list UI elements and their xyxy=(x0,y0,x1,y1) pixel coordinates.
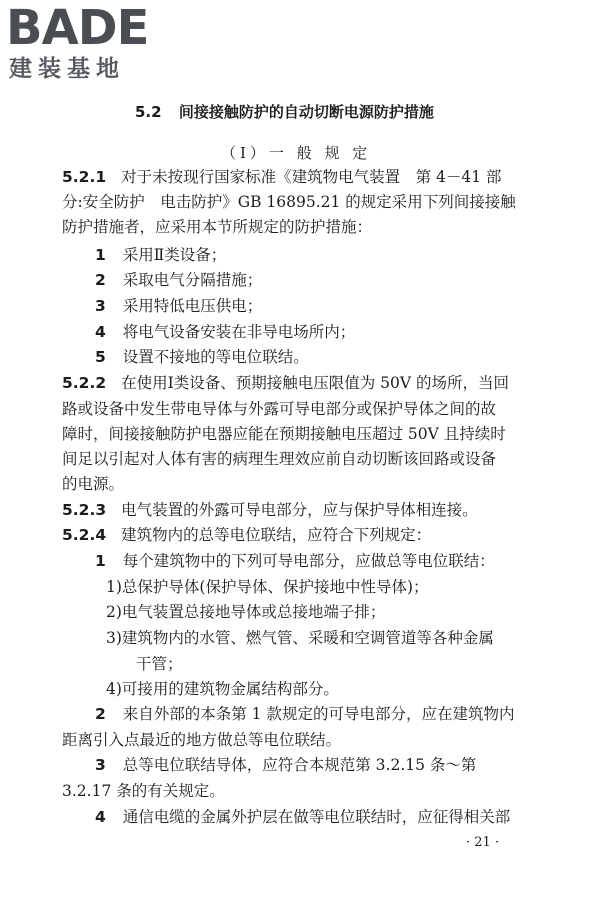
bade-logo xyxy=(6,0,176,82)
item-text: 来自外部的本条第 1 款规定的可导电部分，应在建筑物内 xyxy=(122,705,515,723)
clause-number: 5.2.3 xyxy=(62,501,107,519)
list-item-continuation: 距离引入点最近的地方做总等电位联结。 xyxy=(62,731,342,749)
clause-5-2-1-line-1 xyxy=(62,166,502,188)
item-text: 采取电气分隔措施； xyxy=(122,271,263,289)
list-item xyxy=(95,703,514,725)
logo-tagline: 建装基地 xyxy=(9,56,125,82)
clause-number: 5.2.2 xyxy=(62,374,107,392)
item-text: 总等电位联结导体，应符合本规范第 3.2.15 条～第 xyxy=(122,756,477,774)
item-number: 2 xyxy=(95,705,106,723)
section-title: 间接接触防护的自动切断电源防护措施 xyxy=(178,103,434,121)
clause-number: 5.2.4 xyxy=(62,526,107,544)
section-number: 5.2 xyxy=(135,103,162,121)
section-heading xyxy=(135,101,434,123)
item-number: 3 xyxy=(95,297,106,315)
list-item xyxy=(95,806,510,828)
sub-item: 4)可接用的建筑物金属结构部分。 xyxy=(106,680,339,698)
clause-5-2-2-line-5: 的电源。 xyxy=(62,475,125,493)
clause-text: 电气装置的外露可导电部分，应与保护导体相连接。 xyxy=(121,501,478,519)
item-text: 将电气设备安装在非导电场所内； xyxy=(122,323,356,341)
clause-5-2-2-line-1 xyxy=(62,372,509,394)
clause-5-2-1-line-3: 防护措施者，应采用本节所规定的防护措施： xyxy=(62,218,373,236)
logo-wordmark: BADE xyxy=(6,0,149,56)
sub-item: 2)电气装置总接地导体或总接地端子排； xyxy=(106,603,386,621)
clause-5-2-2-line-3: 障时，间接接触防护电器应能在预期接触电压超过 50V 且持续时 xyxy=(62,425,506,443)
list-item xyxy=(95,321,355,343)
clause-5-2-4 xyxy=(62,524,431,546)
list-item xyxy=(95,295,262,317)
sub-item: 3)建筑物内的水管、燃气管、采暖和空调管道等各种金属 xyxy=(106,629,494,647)
sub-item-continuation: 干管； xyxy=(136,655,183,673)
item-text: 通信电缆的金属外护层在做等电位联结时，应征得相关部 xyxy=(122,808,511,826)
sub-item: 1)总保护导体(保护导体、保护接地中性导体)； xyxy=(106,578,429,596)
item-text: 设置不接地的等电位联结。 xyxy=(122,348,309,366)
item-number: 4 xyxy=(95,323,106,341)
item-number: 1 xyxy=(95,246,106,264)
clause-5-2-1-line-2: 分:安全防护 电击防护》GB 16895.21 的规定采用下列间接接触 xyxy=(62,193,516,211)
clause-5-2-3 xyxy=(62,499,478,521)
list-item xyxy=(95,346,309,368)
list-item xyxy=(95,754,476,776)
clause-5-2-2-line-4: 间足以引起对人体有害的病理生理效应前自动切断该回路或设备 xyxy=(62,450,497,468)
clause-number: 5.2.1 xyxy=(62,168,107,186)
item-number: 4 xyxy=(95,808,106,826)
item-number: 3 xyxy=(95,756,106,774)
item-number: 2 xyxy=(95,271,106,289)
item-number: 5 xyxy=(95,348,106,366)
clause-5-2-2-line-2: 路或设备中发生带电导体与外露可导电部分或保护导体之间的故 xyxy=(62,400,497,418)
subsection-title: （Ⅰ）一 般 规 定 xyxy=(221,144,372,162)
list-item xyxy=(95,244,226,266)
clause-text: 建筑物内的总等电位联结，应符合下列规定： xyxy=(121,526,432,544)
item-number: 1 xyxy=(95,552,106,570)
clause-text: 在使用Ⅰ类设备、预期接触电压限值为 50V 的场所，当回 xyxy=(121,374,509,392)
clause-text: 对于未按现行国家标准《建筑物电气装置 第 4－41 部 xyxy=(121,168,502,186)
item-text: 采用特低电压供电； xyxy=(122,297,263,315)
list-item xyxy=(95,269,262,291)
item-text: 采用Ⅱ类设备； xyxy=(122,246,227,264)
list-item xyxy=(95,550,495,572)
page-number: · 21 · xyxy=(466,835,500,850)
item-text: 每个建筑物中的下列可导电部分，应做总等电位联结： xyxy=(122,552,495,570)
list-item-continuation: 3.2.17 条的有关规定。 xyxy=(62,782,225,800)
